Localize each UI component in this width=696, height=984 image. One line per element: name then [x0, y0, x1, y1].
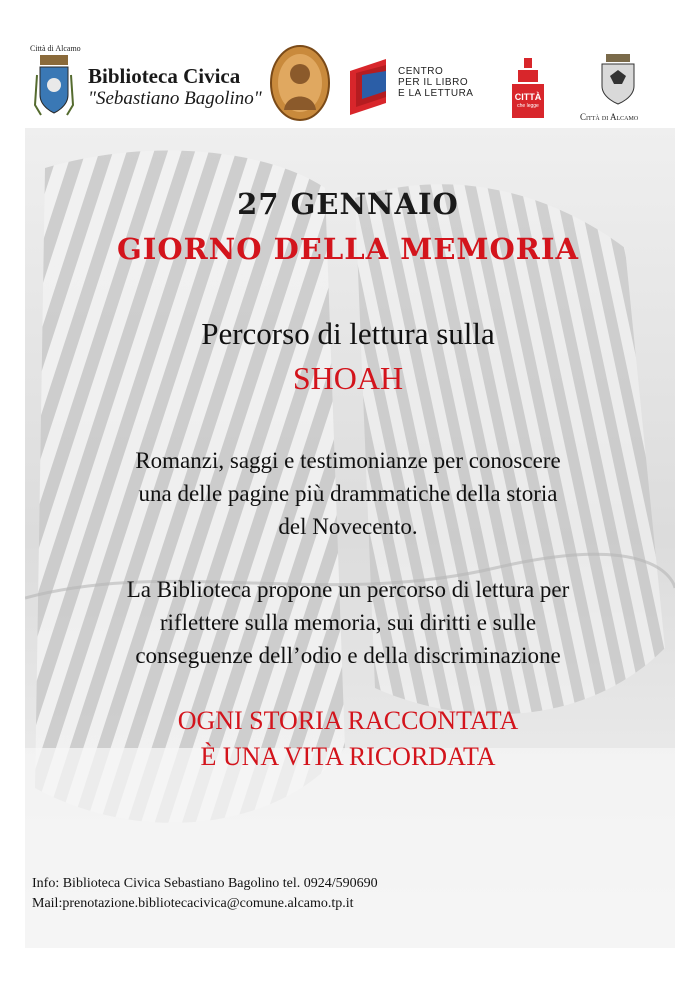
centro-libro-logo-icon — [346, 57, 392, 122]
event-date: 27 GENNAIO — [237, 187, 459, 221]
centro-line-1: CENTRO — [398, 66, 444, 77]
library-subtitle: "Sebastiano Bagolino" — [88, 88, 262, 109]
topic-title: SHOAH — [292, 360, 404, 396]
intro-line: Percorso di lettura sulla — [201, 316, 495, 351]
footer-info: Info: Biblioteca Civica Sebastiano Bagolino tel. 0924/590690 — [32, 876, 378, 891]
slogan-line-2: È UNA VITA RICORDATA — [200, 742, 496, 771]
centro-libro-text — [398, 66, 473, 99]
alcamo-crest-right-icon — [596, 54, 640, 113]
citta-logo-text: CITTÀ — [514, 92, 542, 102]
event-title: GIORNO DELLA MEMORIA — [117, 232, 579, 266]
centro-line-2: PER IL LIBRO — [398, 77, 469, 88]
slogan-line-1: OGNI STORIA RACCONTATA — [177, 706, 519, 735]
paragraph2-line-3: conseguenze dell’odio e della discriminazione — [135, 643, 561, 668]
bagolino-medallion-icon — [270, 44, 330, 127]
paragraph2-line-2: riflettere sulla memoria, sui diritti e sulle — [159, 610, 537, 635]
footer-mail: Mail:prenotazione.bibliotecacivica@comune.alcamo.tp.it — [32, 896, 354, 911]
right-crest-caption: Città di Alcamo — [580, 112, 639, 122]
header-logos — [0, 0, 696, 130]
centro-line-3: E LA LETTURA — [398, 88, 474, 99]
alcamo-crest-icon — [34, 45, 74, 132]
paragraph1-line-2: una delle pagine più drammatiche della storia — [138, 481, 558, 506]
citta-logo-subtext: che legge — [517, 103, 539, 109]
citta-che-legge-logo-icon — [510, 58, 546, 120]
library-name: Biblioteca Civica — [88, 64, 241, 88]
paragraph1-line-1: Romanzi, saggi e testimonianze per conoscere — [135, 448, 561, 473]
paragraph2-line-1: La Biblioteca propone un percorso di lettura per — [126, 577, 570, 602]
paragraph1-line-3: del Novecento. — [278, 514, 418, 539]
left-crest-caption: Città di Alcamo — [30, 44, 81, 53]
